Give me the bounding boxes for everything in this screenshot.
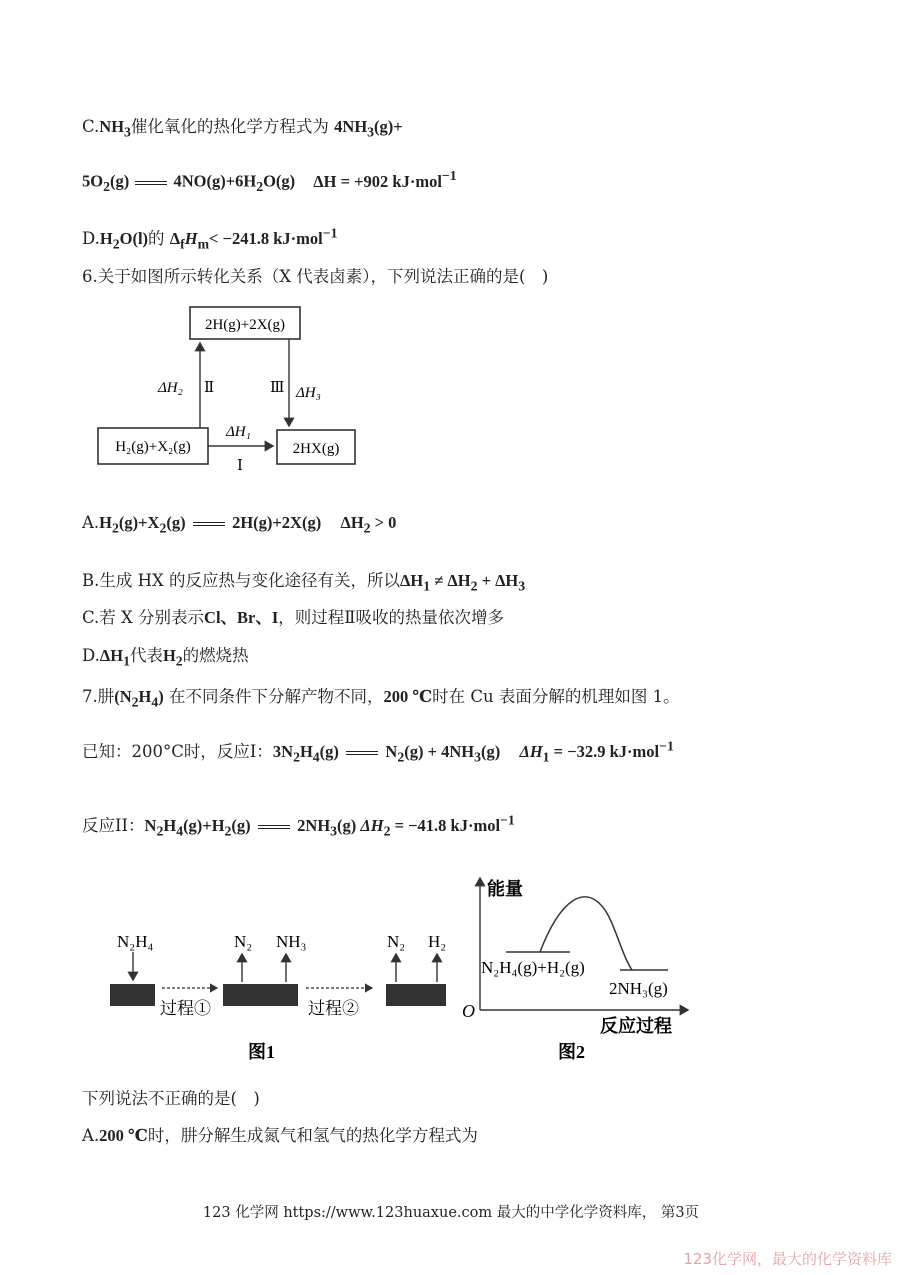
known-reaction-1: 已知：200°C时，反应I：$3N_2H_4(g) N_2(g) + 4NH_3(g) \Delta H_1 = -32.9$ kJ·mol$^{-1}$ [82, 738, 674, 765]
option-a-q6: $A.H_2(g)+X_2(g)$ 2H(g)+2X(g) $\Delta H_2 > 0$ [82, 513, 397, 536]
figure-1 [110, 932, 446, 1062]
option-c-q5-equation: $5O_2(g)$ $4NO(g)+6H_2O(g) \Delta H = +902$ kJ·mol$^{-1}$ [82, 168, 457, 194]
step2-label: Ⅱ [204, 380, 215, 396]
h2-label: H₂ [428, 932, 447, 951]
step1-label: Ⅰ [237, 458, 243, 474]
n2-product-label: N₂ [387, 932, 406, 951]
y-axis-label: 能量 [487, 879, 523, 899]
question-7-prompt: 下列说法不正确的是( ) [82, 1089, 260, 1108]
figure-1-caption: 图1 [248, 1042, 275, 1062]
origin-label: O [462, 1001, 475, 1021]
box-atoms-label: 2H(g)+2X(g) [204, 317, 286, 333]
watermark: 123化学网，最大的化学资料库 [683, 1250, 892, 1268]
question-7: 7.肼$(N_2H_4)$ 在不同条件下分解产物不同，200 ℃时在 Cu 表面分解的机理如图 1。 [82, 687, 680, 710]
dh1-label: ΔH₁ [226, 424, 251, 440]
figure-2-caption: 图2 [558, 1042, 585, 1062]
reactant-label: N₂H₄(g)+H₂(g) [481, 958, 585, 977]
process2-label: 过程② [308, 999, 359, 1018]
option-c-q5-line1: $C.NH_3$催化氧化的热化学方程式为 $4NH_3(g)+$ [82, 117, 403, 140]
dh3-label: ΔH₃ [296, 385, 321, 401]
n2h4-label: N₂H₄ [117, 932, 154, 951]
q7-figures [100, 870, 700, 1070]
step3-label: Ⅲ [270, 380, 285, 396]
cu-surface-2 [223, 984, 298, 1006]
reaction-equals-sign [258, 825, 290, 829]
reaction-equals-sign [346, 751, 378, 755]
option-d-q6: $D.\Delta H_1$代表$H_2$的燃烧热 [82, 646, 249, 669]
reaction-equals-sign [193, 522, 225, 526]
box-product-label: 2HX(g) [292, 441, 340, 457]
known-reaction-2: 反应II：$N_2H_4(g)+H_2(g)$ $2NH_3(g) \Delta H_2 = -41.8$ kJ·mol$^{-1}$ [82, 812, 515, 839]
page-footer: 123 化学网 https://www.123huaxue.com 最大的中学化学资料库， 第3页 [202, 1205, 700, 1221]
cu-surface-1 [110, 984, 155, 1006]
box-reactants-label: H₂(g)+X₂(g) [115, 439, 191, 455]
option-a-q7: A.200 ℃时，肼分解生成氮气和氢气的热化学方程式为 [82, 1126, 478, 1145]
option-d-q5: $D.H_2O(l)$的 $\Delta_fH_m< -241.8$ kJ·mol$^{-1}$ [82, 225, 338, 252]
product-label: 2NH₃(g) [609, 979, 668, 998]
dh2-label: ΔH₂ [158, 380, 183, 396]
nh3-label: NH₃ [276, 932, 307, 951]
n2-label: N₂ [234, 932, 253, 951]
question-6: 6.关于如图所示转化关系（X 代表卤素），下列说法正确的是( ) [82, 267, 549, 286]
process1-label: 过程① [160, 999, 211, 1018]
cu-surface-3 [386, 984, 446, 1006]
x-axis-label: 反应过程 [600, 1016, 672, 1036]
option-c-q6: C.若 X 分别表示Cl、Br、I，则过程Ⅱ吸收的热量依次增多 [82, 608, 504, 627]
figure-2 [462, 878, 688, 1062]
reaction-equals-sign [135, 181, 167, 185]
option-b-q6: B.生成 HX 的反应热与变化途径有关，所以$\Delta H_1 \ne \Delta H_2 + \Delta H_3$ [82, 571, 526, 594]
q6-diagram [90, 300, 380, 480]
